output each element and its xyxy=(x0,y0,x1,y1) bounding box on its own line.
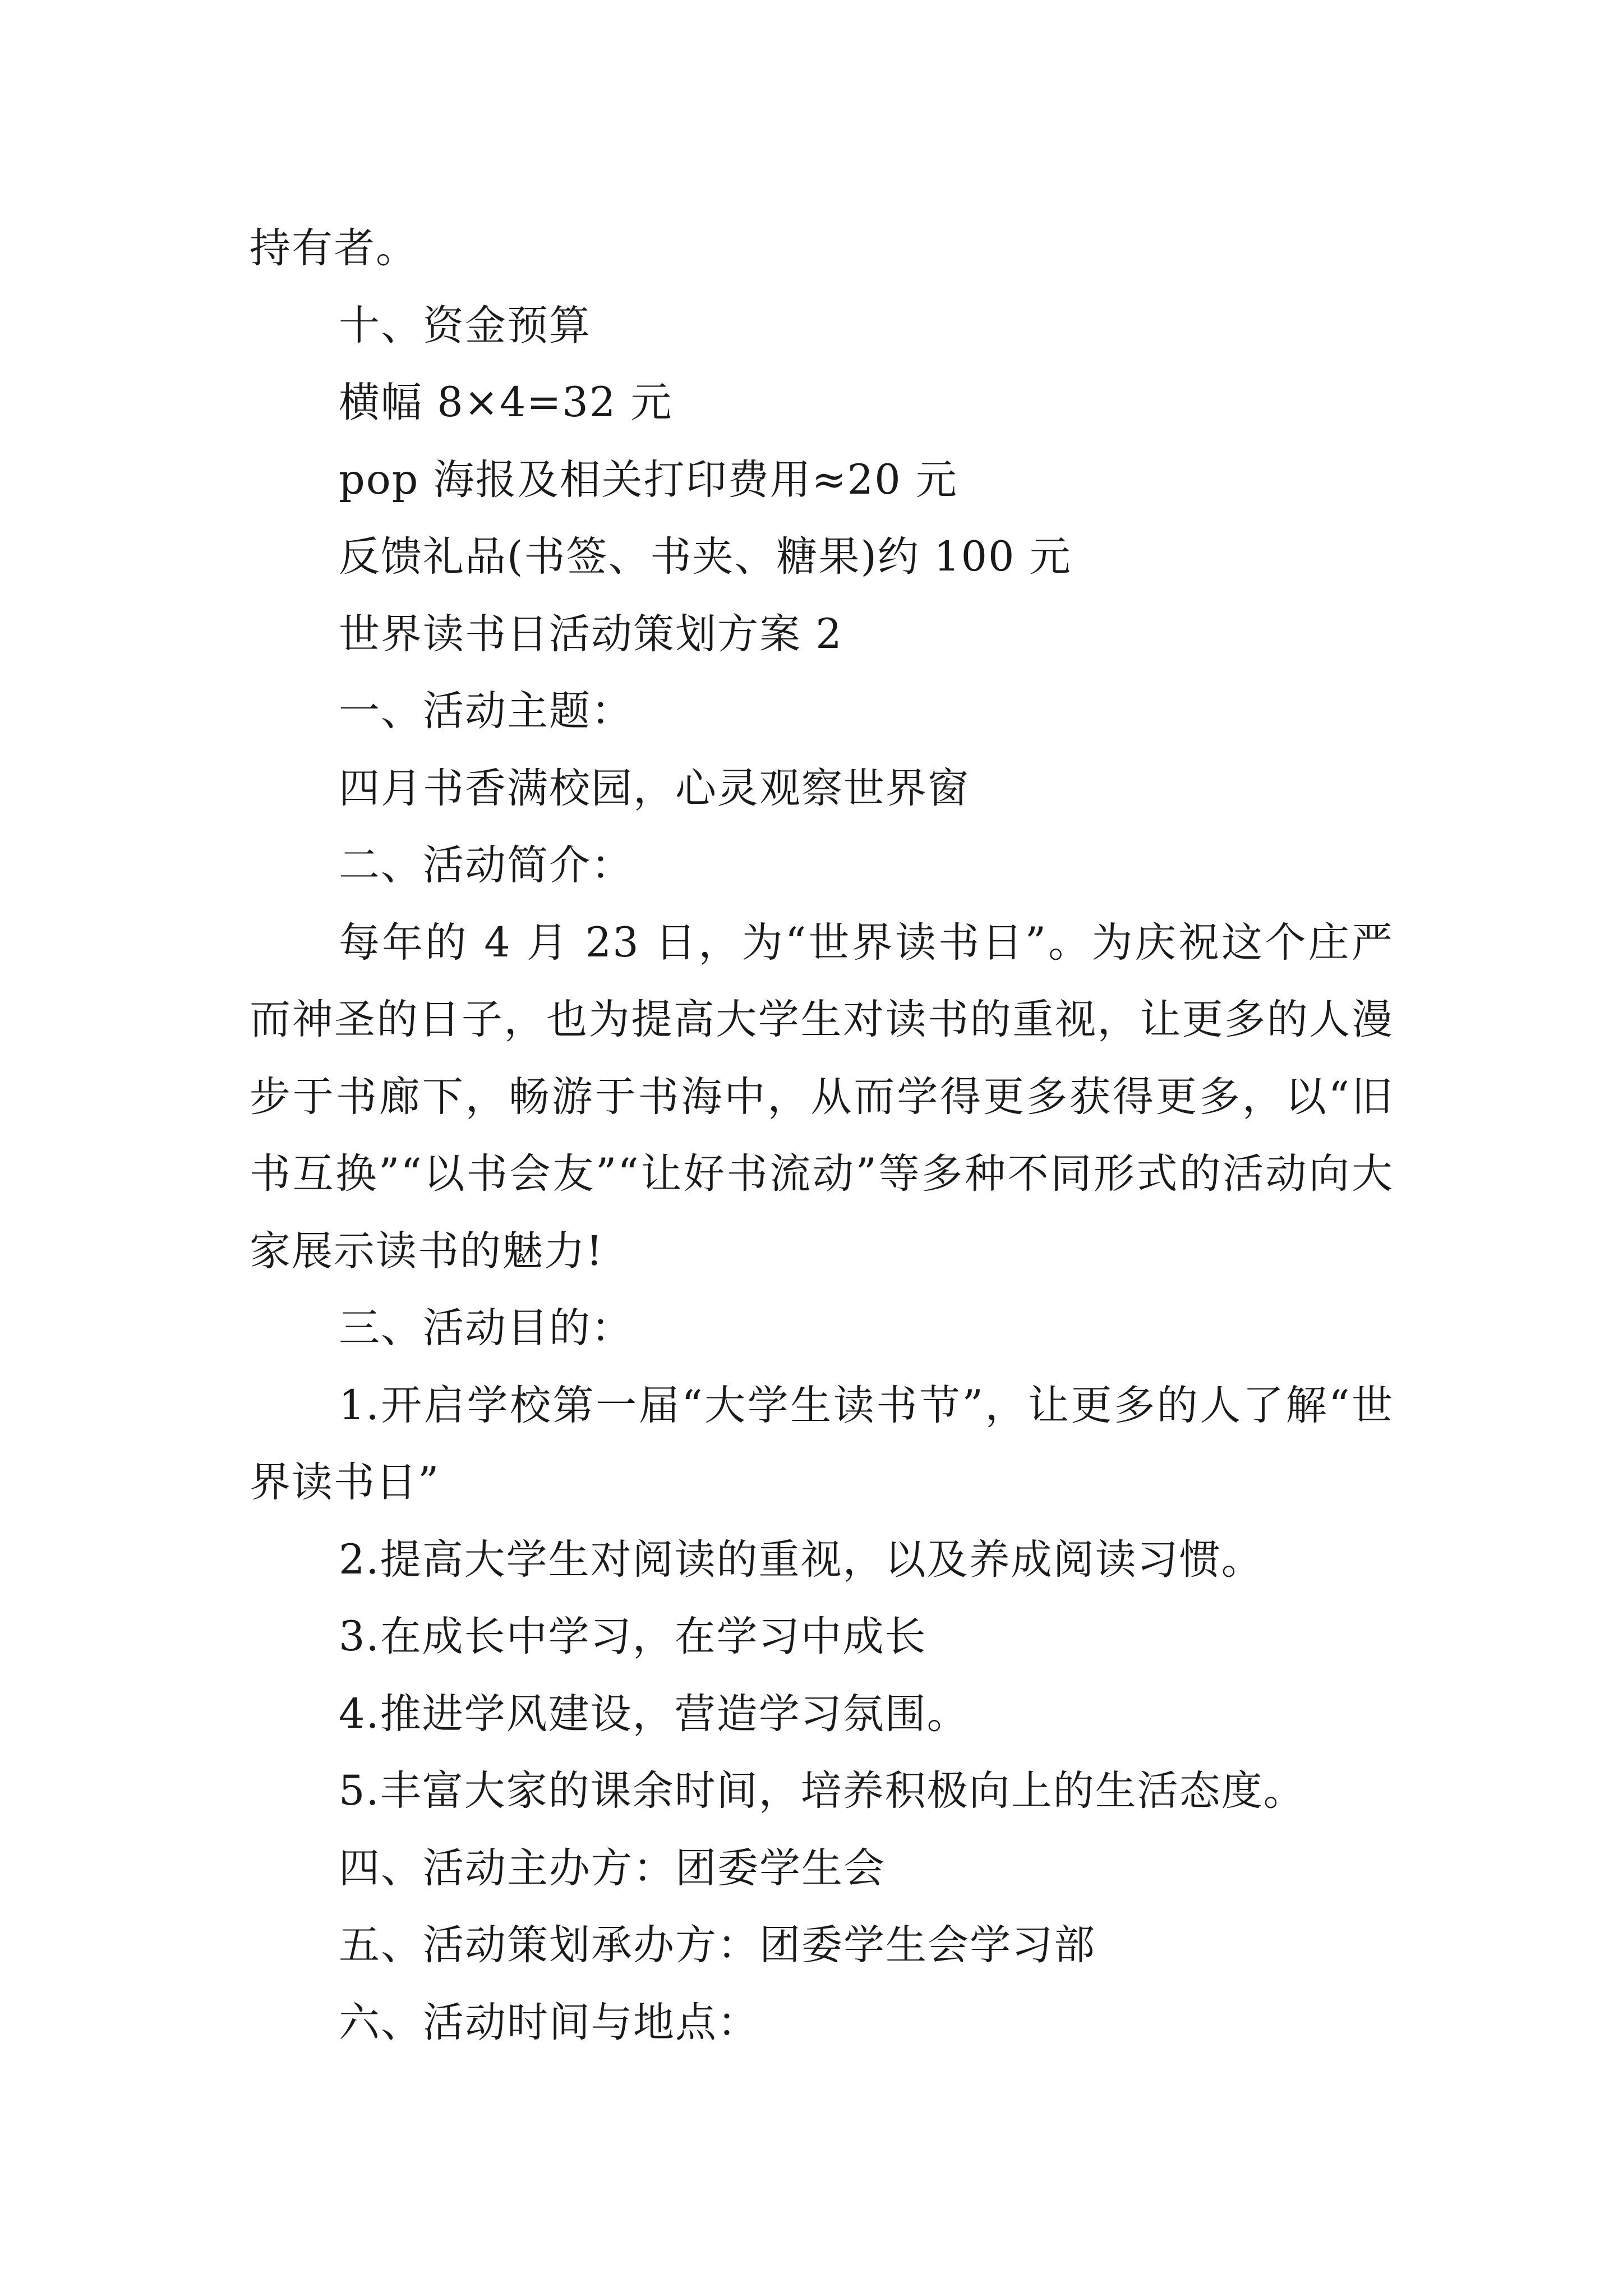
budget-item-banner: 横幅 8×4=32 元 xyxy=(339,379,673,426)
heading-time-place: 六、活动时间与地点： xyxy=(339,1998,759,2046)
heading-organizer: 四、活动主办方：团委学生会 xyxy=(339,1844,886,1892)
heading-budget: 十、资金预算 xyxy=(339,301,591,349)
document-body xyxy=(250,210,1394,2061)
purpose-item-3: 3.在成长中学习，在学习中成长 xyxy=(339,1613,927,1660)
budget-item-poster: pop 海报及相关打印费用≈20 元 xyxy=(339,455,958,504)
purpose-item-1: 1.开启学校第一届“大学生读书节”，让更多的人了解“世界读书日” xyxy=(250,1381,1394,1506)
theme-text: 四月书香满校园，心灵观察世界窗 xyxy=(339,764,970,812)
heading-purpose: 三、活动目的： xyxy=(339,1304,633,1352)
intro-text: 每年的 4 月 23 日，为“世界读书日”。为庆祝这个庄严而神圣的日子，也为提高大学生对读书的重视，让更多的人漫步于书廊下，畅游于书海中，从而学得更多获得更多，以“旧书互换”“以书会友”“让好书流动”等多种不同形式的活动向大家展示读书的魅力! xyxy=(250,918,1394,1275)
purpose-item-4: 4.推进学风建设，营造学习氛围。 xyxy=(339,1690,969,1738)
plan-title: 世界读书日活动策划方案 2 xyxy=(339,610,843,658)
heading-intro: 二、活动简介： xyxy=(339,841,633,889)
paragraph-continuation: 持有者。 xyxy=(250,224,418,272)
purpose-item-5: 5.丰富大家的课余时间，培养积极向上的生活态度。 xyxy=(339,1767,1306,1815)
heading-undertaker: 五、活动策划承办方：团委学生会学习部 xyxy=(339,1921,1096,1969)
budget-item-gifts: 反馈礼品(书签、书夹、糖果)约 100 元 xyxy=(339,533,1072,581)
purpose-item-2: 2.提高大学生对阅读的重视，以及养成阅读习惯。 xyxy=(339,1535,1264,1584)
heading-theme: 一、活动主题： xyxy=(339,687,633,735)
